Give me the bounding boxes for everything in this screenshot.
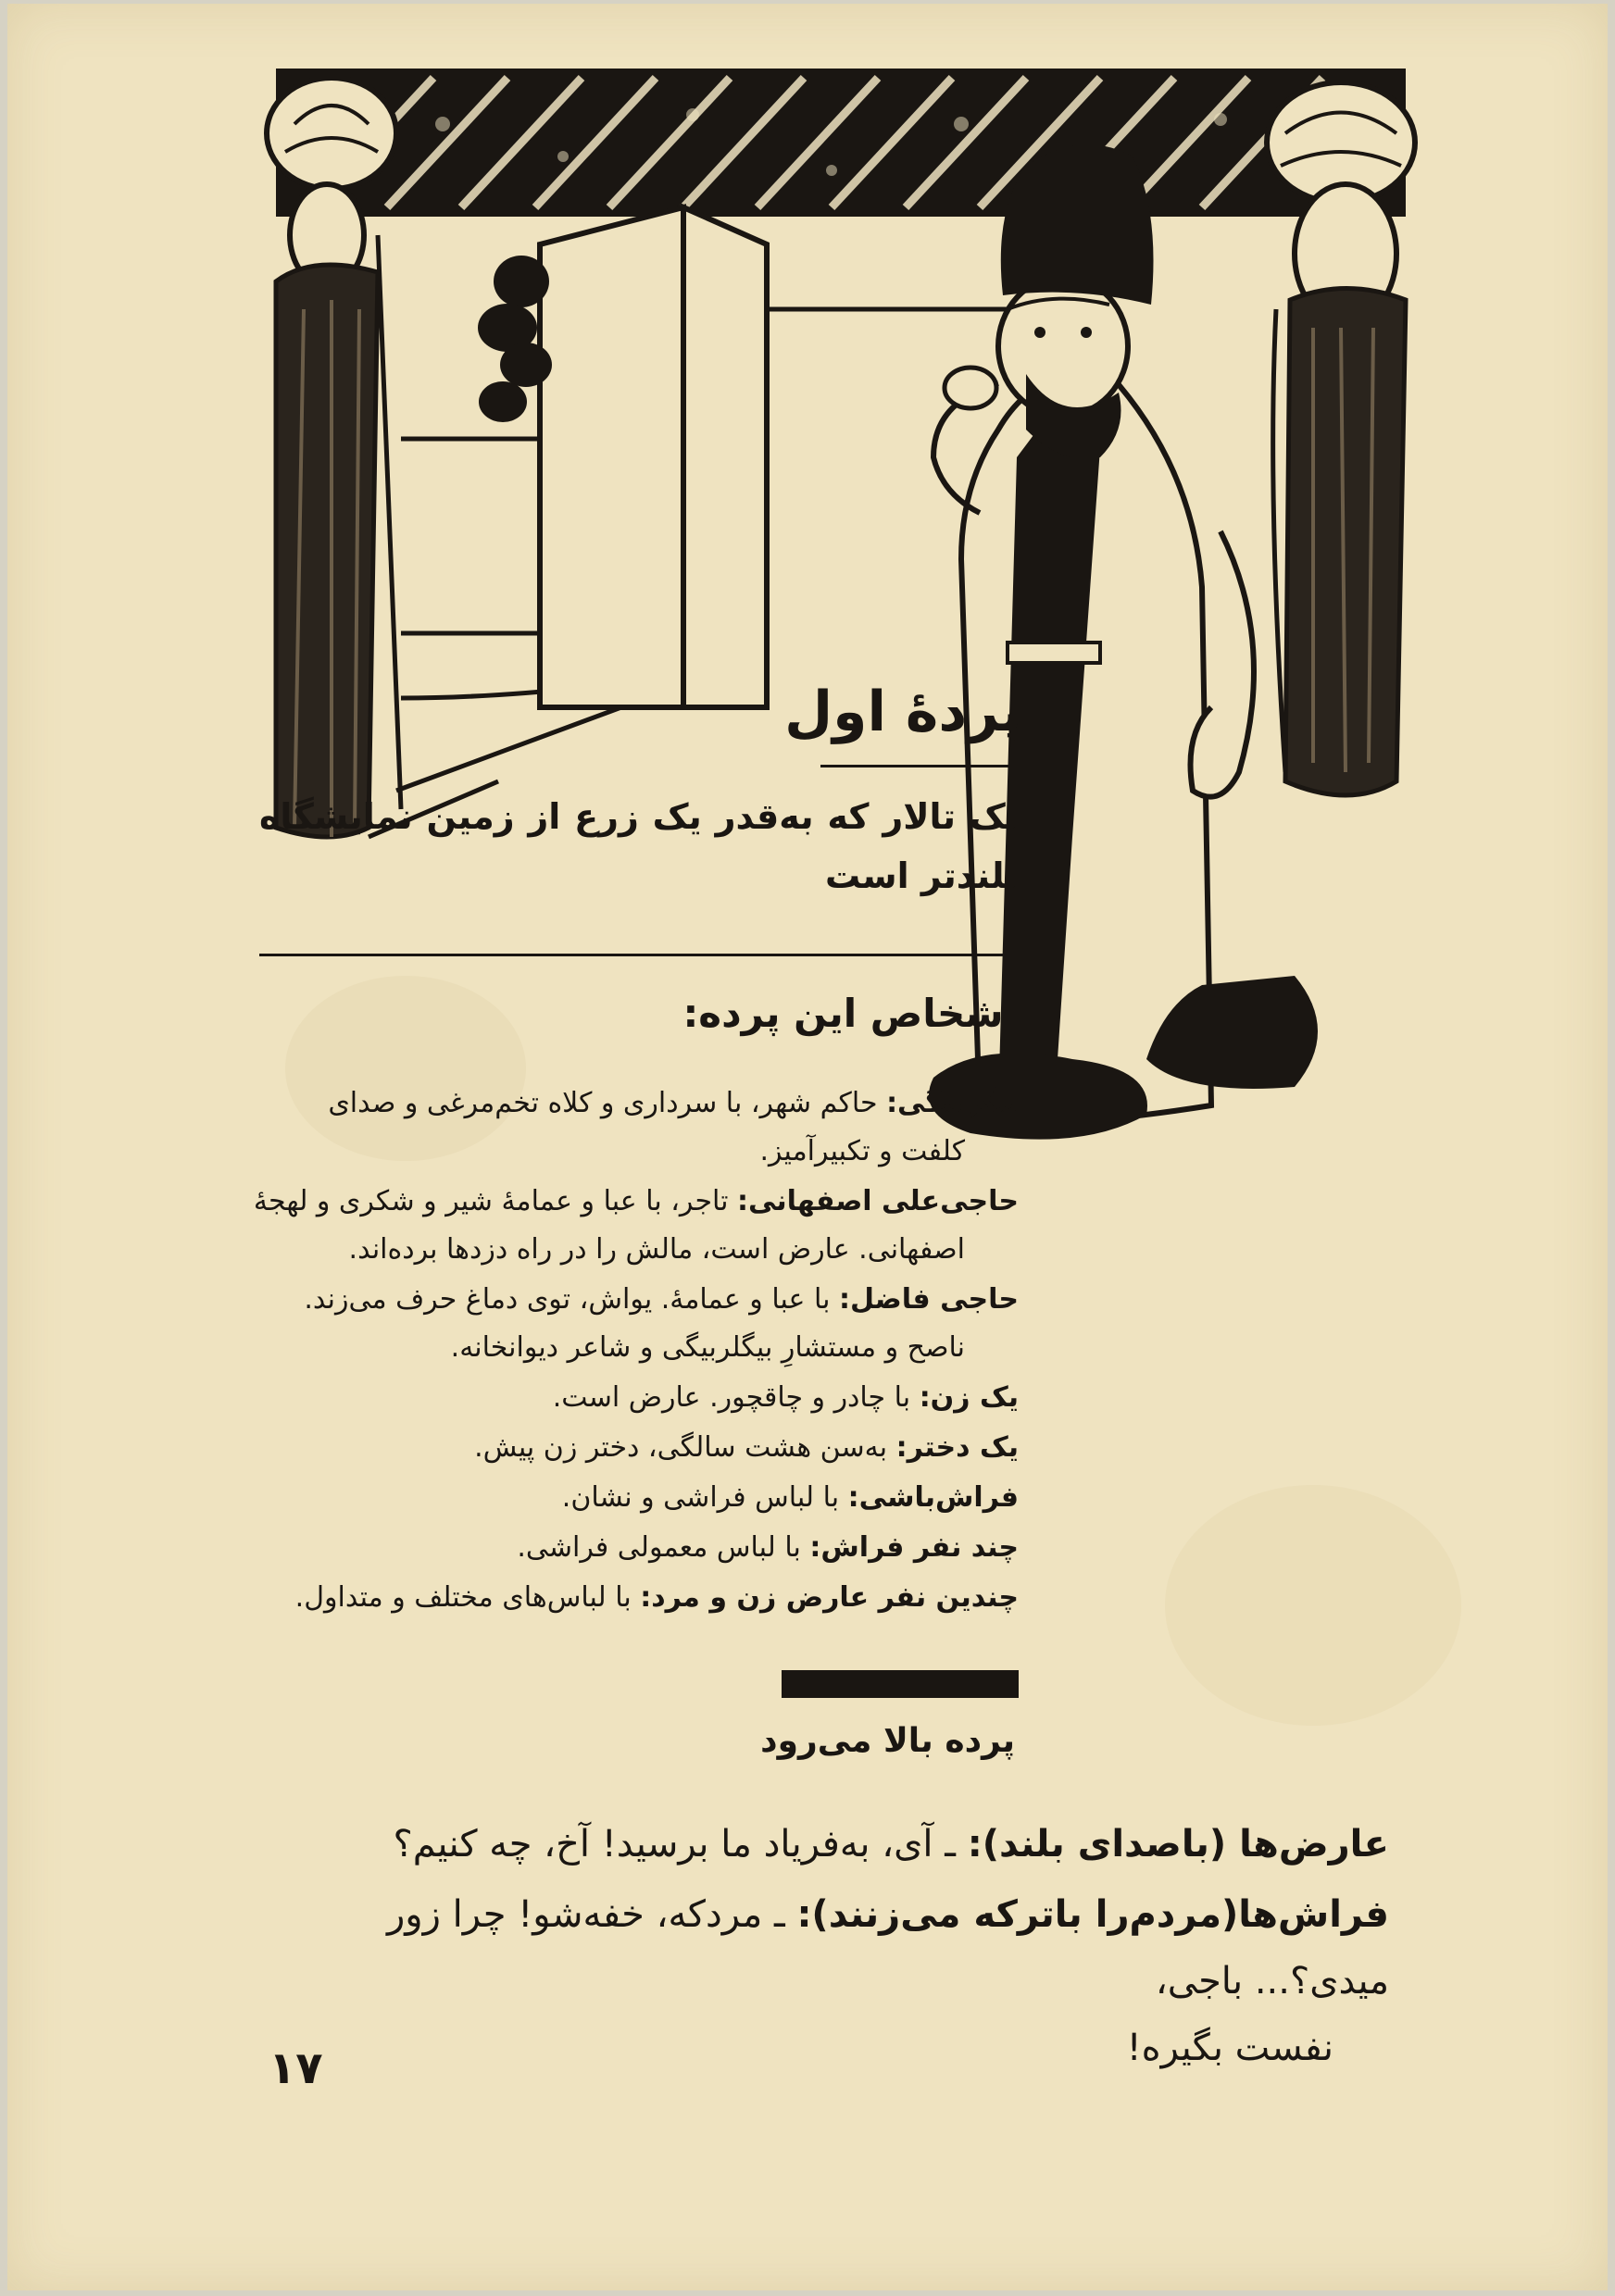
divider-bar <box>782 1670 1019 1698</box>
cast-member <box>232 1424 1019 1472</box>
cast-description: با عبا و عمامهٔ. یواش، توی دماغ حرف می‌زند. <box>304 1283 831 1316</box>
cast-description: به‌سن هشت سالگی، دختر زن پیش. <box>474 1431 888 1464</box>
cast-description: با لباس فراشی و نشان. <box>561 1481 840 1514</box>
cast-member <box>232 1178 1019 1274</box>
act-title: پردهٔ اول <box>784 680 1022 744</box>
cast-description-continued: کلفت و تکبیرآمیز. <box>759 1135 965 1167</box>
cast-member <box>232 1574 1019 1622</box>
cast-role: حاجی فاضل: <box>839 1283 1019 1316</box>
cast-member <box>232 1374 1019 1422</box>
dialogue-speaker: فراش‌ها(مردم‌را باترکه می‌زنند): <box>796 1893 1389 1936</box>
cast-role: چند نفر فراش: <box>809 1531 1019 1564</box>
cast-description: با چادر و چاقچور. عارض است. <box>552 1381 911 1414</box>
cast-role: فراش‌باشی: <box>847 1481 1019 1514</box>
door <box>540 207 767 707</box>
cast-member <box>232 1474 1019 1522</box>
cast-role: بیگربیگی: <box>886 1087 1019 1119</box>
dialogue-line <box>259 1811 1389 1878</box>
dialogue-text: ـ آی، به‌فریاد ما برسید! آخ، چه کنیم؟ <box>393 1823 956 1866</box>
dialogue-line <box>259 1881 1389 2081</box>
paper-stain <box>1165 1485 1461 1726</box>
cast-description-continued: اصفهانی. عارض است، مالش را در راه دزدها برده‌اند. <box>348 1233 965 1266</box>
cast-description: تاجر، با عبا و عمامهٔ شیر و شکری و لهجهٔ <box>253 1185 729 1217</box>
cast-role: یک دختر: <box>895 1431 1019 1464</box>
curtain-rises-direction: پرده بالا می‌رود <box>760 1722 1015 1760</box>
cast-list <box>232 1079 1019 1624</box>
dialogue-speaker: عارض‌ها (باصدای بلند): <box>967 1823 1389 1866</box>
cast-description: با لباس‌های مختلف و متداول. <box>294 1581 632 1614</box>
cast-role: چندین نفر عارض زن و مرد: <box>640 1581 1019 1614</box>
cast-member <box>232 1524 1019 1572</box>
curtain-valance <box>276 69 1406 217</box>
cast-member <box>232 1276 1019 1372</box>
dialogue-text-continued: نفست بگیره! <box>1126 2027 1333 2069</box>
cast-role: یک زن: <box>919 1381 1019 1414</box>
cast-description: حاکم شهر، با سرداری و کلاه تخم‌مرغی و صدای <box>328 1087 878 1119</box>
cast-heading: اشخاص این پرده: <box>682 991 1017 1036</box>
dialogue <box>259 1811 1389 2085</box>
cast-role: حاجی‌علی اصفهانی: <box>737 1185 1019 1217</box>
cast-description: با لباس معمولی فراشی. <box>517 1531 801 1564</box>
dialogue-text: ـ مردکه، خفه‌شو! چرا زور میدی؟... باجی، <box>386 1893 1389 2003</box>
page-number: ۱۷ <box>269 2042 323 2094</box>
stage-direction: یک تالار که به‌قدر یک زرع از زمین نمایشگاه بلندتر است <box>259 796 1019 896</box>
cast-description-continued: ناصح و مستشارِ بیگلربیگی و شاعر دیوانخانه. <box>450 1331 965 1364</box>
cast-member <box>232 1079 1019 1176</box>
title-underline <box>820 765 1015 767</box>
section-divider <box>259 954 1019 956</box>
page <box>7 4 1608 2290</box>
